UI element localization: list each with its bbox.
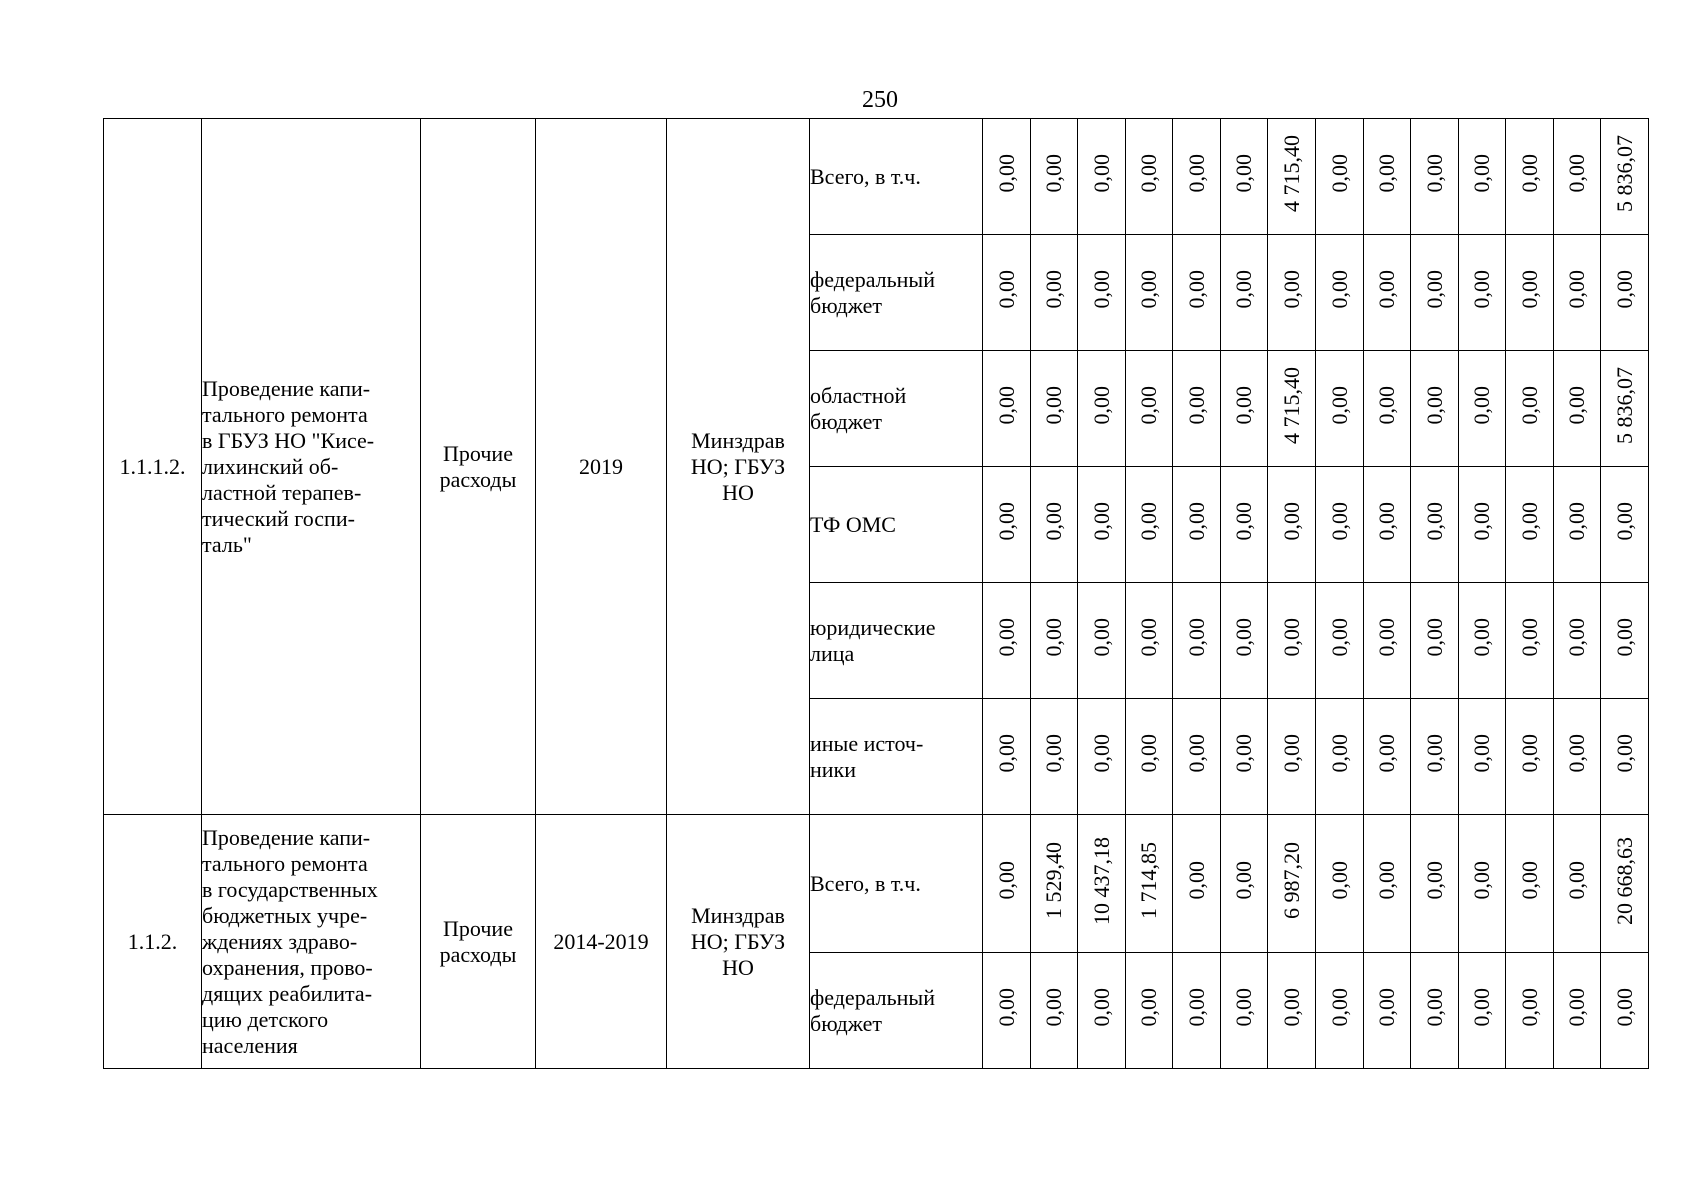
period: 2019 xyxy=(536,119,667,815)
value-cell xyxy=(1316,583,1364,699)
value-text: 0,00 xyxy=(1231,861,1256,900)
value-cell xyxy=(1173,235,1221,351)
funding-source xyxy=(810,235,983,351)
value-cell xyxy=(1173,815,1221,953)
value-text: 0,00 xyxy=(1183,861,1209,900)
value-text: 0,00 xyxy=(1516,734,1542,773)
value-text: 0,00 xyxy=(1041,154,1066,193)
item-name xyxy=(202,119,421,815)
value-text: 0,00 xyxy=(1326,734,1352,773)
value-cell xyxy=(1506,351,1554,467)
value-cell xyxy=(983,583,1031,699)
value-cell xyxy=(1601,119,1649,235)
funding-source-line: ТФ ОМС xyxy=(810,511,896,537)
funding-source xyxy=(810,467,983,583)
value-text: 0,00 xyxy=(1231,502,1256,541)
value-cell xyxy=(1173,467,1221,583)
value-cell xyxy=(1601,235,1649,351)
value-text: 0,00 xyxy=(1611,988,1637,1027)
item-name-line: в государственных xyxy=(202,876,378,902)
value-text: 0,00 xyxy=(1516,154,1542,193)
value-cell xyxy=(1126,351,1173,467)
value-cell xyxy=(1411,235,1459,351)
value-cell xyxy=(1364,815,1411,953)
value-cell xyxy=(1554,467,1601,583)
value-cell xyxy=(1078,583,1126,699)
value-text: 0,00 xyxy=(1183,270,1209,309)
value-cell xyxy=(1601,467,1649,583)
value-text: 0,00 xyxy=(1088,502,1114,541)
value-text: 0,00 xyxy=(1326,154,1352,193)
value-cell xyxy=(1078,467,1126,583)
value-text: 1 529,40 xyxy=(1041,842,1066,919)
value-cell xyxy=(1506,583,1554,699)
value-cell xyxy=(1601,351,1649,467)
expense-type-line: Прочие xyxy=(443,915,513,941)
value-cell xyxy=(1459,815,1506,953)
value-text: 0,00 xyxy=(1564,618,1589,657)
value-cell xyxy=(1268,583,1316,699)
funding-source-line: Всего, в т.ч. xyxy=(810,870,921,896)
value-cell xyxy=(1601,583,1649,699)
value-cell xyxy=(1506,699,1554,815)
value-text: 0,00 xyxy=(1041,502,1066,541)
item-code: 1.1.1.2. xyxy=(104,119,202,815)
value-cell xyxy=(1126,583,1173,699)
value-cell xyxy=(1126,815,1173,953)
value-text: 0,00 xyxy=(1088,988,1114,1027)
value-cell xyxy=(1268,119,1316,235)
value-text: 0,00 xyxy=(1374,988,1399,1027)
value-text: 5 836,07 xyxy=(1611,367,1637,444)
value-cell xyxy=(1268,815,1316,953)
value-text: 0,00 xyxy=(1516,502,1542,541)
value-text: 0,00 xyxy=(1421,502,1447,541)
item-name-line: тический госпи- xyxy=(202,505,355,531)
value-text: 0,00 xyxy=(1564,988,1589,1027)
value-text: 0,00 xyxy=(1564,386,1589,425)
value-text: 0,00 xyxy=(1516,988,1542,1027)
value-cell xyxy=(1364,583,1411,699)
value-cell xyxy=(1601,699,1649,815)
value-text: 0,00 xyxy=(1564,270,1589,309)
value-text: 0,00 xyxy=(1469,734,1494,773)
expense-type-line: расходы xyxy=(439,941,517,967)
value-cell xyxy=(1316,815,1364,953)
value-text: 0,00 xyxy=(993,988,1019,1027)
value-text: 0,00 xyxy=(1374,618,1399,657)
value-cell xyxy=(1126,119,1173,235)
value-text: 10 437,18 xyxy=(1088,836,1114,925)
value-text: 0,00 xyxy=(1278,988,1304,1027)
value-text: 0,00 xyxy=(1469,502,1494,541)
value-text: 0,00 xyxy=(1183,734,1209,773)
value-text: 0,00 xyxy=(1278,734,1304,773)
value-cell xyxy=(1031,351,1078,467)
value-text: 0,00 xyxy=(1421,861,1447,900)
value-cell xyxy=(1031,953,1078,1069)
funding-source-line: областной xyxy=(810,382,907,408)
value-cell xyxy=(1459,119,1506,235)
item-name-line: лихинский об- xyxy=(202,453,339,479)
value-cell xyxy=(1411,583,1459,699)
expense-type-line: Прочие xyxy=(443,440,513,466)
item-name-line: охранения, прово- xyxy=(202,954,373,980)
funding-source xyxy=(810,351,983,467)
value-text: 0,00 xyxy=(1326,270,1352,309)
value-cell xyxy=(1364,351,1411,467)
value-text: 0,00 xyxy=(1088,734,1114,773)
value-cell xyxy=(1554,815,1601,953)
value-text: 0,00 xyxy=(1469,988,1494,1027)
expense-type-line: расходы xyxy=(439,466,517,492)
value-text: 0,00 xyxy=(1516,861,1542,900)
executor-line: НО; ГБУЗ xyxy=(690,928,786,954)
value-text: 0,00 xyxy=(1183,988,1209,1027)
value-text: 0,00 xyxy=(1326,861,1352,900)
value-cell xyxy=(1221,699,1268,815)
value-text: 0,00 xyxy=(1564,154,1589,193)
item-name-line: в ГБУЗ НО "Кисе- xyxy=(202,427,375,453)
executor-line: НО xyxy=(722,479,754,505)
value-cell xyxy=(1459,583,1506,699)
value-cell xyxy=(1411,119,1459,235)
value-text: 0,00 xyxy=(1041,734,1066,773)
value-text: 0,00 xyxy=(993,270,1019,309)
value-cell xyxy=(983,235,1031,351)
value-cell xyxy=(1459,699,1506,815)
value-cell xyxy=(1268,351,1316,467)
value-cell xyxy=(1554,699,1601,815)
value-text: 0,00 xyxy=(1469,270,1494,309)
value-cell xyxy=(983,699,1031,815)
value-cell xyxy=(1506,235,1554,351)
value-cell xyxy=(1601,953,1649,1069)
table-row xyxy=(104,119,1649,235)
item-name-line: Проведение капи- xyxy=(202,824,371,850)
value-cell xyxy=(1411,699,1459,815)
value-cell xyxy=(1411,351,1459,467)
value-text: 0,00 xyxy=(1041,386,1066,425)
value-cell xyxy=(1316,699,1364,815)
value-cell xyxy=(1268,235,1316,351)
value-text: 0,00 xyxy=(1278,270,1304,309)
value-cell xyxy=(1364,699,1411,815)
value-text: 0,00 xyxy=(1469,618,1494,657)
value-cell xyxy=(1173,351,1221,467)
value-text: 0,00 xyxy=(1374,270,1399,309)
value-cell xyxy=(1459,351,1506,467)
value-cell xyxy=(1506,953,1554,1069)
value-cell xyxy=(1221,119,1268,235)
value-text: 0,00 xyxy=(1374,734,1399,773)
value-cell xyxy=(1031,467,1078,583)
value-cell xyxy=(1459,953,1506,1069)
value-text: 6 987,20 xyxy=(1278,842,1304,919)
value-text: 0,00 xyxy=(993,734,1019,773)
item-name-line: дящих реабилита- xyxy=(202,980,373,1006)
value-text: 0,00 xyxy=(1183,502,1209,541)
period: 2014-2019 xyxy=(536,815,667,1069)
value-cell xyxy=(1554,351,1601,467)
value-text: 0,00 xyxy=(1374,861,1399,900)
value-text: 0,00 xyxy=(1088,618,1114,657)
value-text: 0,00 xyxy=(1183,386,1209,425)
funding-source-line: федеральный xyxy=(810,984,935,1010)
value-cell xyxy=(1316,467,1364,583)
funding-source-line: ники xyxy=(810,756,857,782)
value-text: 0,00 xyxy=(1136,734,1161,773)
value-cell xyxy=(1268,953,1316,1069)
value-text: 0,00 xyxy=(1421,988,1447,1027)
value-cell xyxy=(1411,815,1459,953)
value-cell xyxy=(1126,699,1173,815)
table-row xyxy=(104,815,1649,953)
value-text: 0,00 xyxy=(1183,154,1209,193)
item-name-line: ждениях здраво- xyxy=(202,928,358,954)
value-text: 0,00 xyxy=(993,154,1019,193)
item-name xyxy=(202,815,421,1069)
value-cell xyxy=(1173,699,1221,815)
funding-source xyxy=(810,699,983,815)
value-cell xyxy=(1221,583,1268,699)
budget-table xyxy=(103,118,1649,1069)
value-text: 0,00 xyxy=(1611,618,1637,657)
page-number: 250 xyxy=(862,87,898,113)
funding-source-line: Всего, в т.ч. xyxy=(810,163,921,189)
value-cell xyxy=(1126,953,1173,1069)
value-cell xyxy=(1506,467,1554,583)
executor-line: Минздрав xyxy=(691,902,785,928)
value-text: 0,00 xyxy=(1374,154,1399,193)
value-text: 0,00 xyxy=(1136,988,1161,1027)
value-cell xyxy=(1506,119,1554,235)
item-name-line: тального ремонта xyxy=(202,401,368,427)
value-text: 0,00 xyxy=(1469,386,1494,425)
value-text: 0,00 xyxy=(1374,502,1399,541)
executor xyxy=(667,119,810,815)
funding-source-line: федеральный xyxy=(810,266,935,292)
value-text: 0,00 xyxy=(1136,618,1161,657)
value-text: 4 715,40 xyxy=(1278,135,1304,212)
value-cell xyxy=(983,467,1031,583)
value-text: 1 714,85 xyxy=(1136,842,1161,919)
item-name-line: бюджетных учре- xyxy=(202,902,368,928)
value-cell xyxy=(1031,235,1078,351)
value-text: 0,00 xyxy=(1231,988,1256,1027)
value-text: 0,00 xyxy=(1231,386,1256,425)
value-cell xyxy=(1078,235,1126,351)
value-text: 4 715,40 xyxy=(1278,367,1304,444)
item-name-line: Проведение капи- xyxy=(202,375,371,401)
funding-source-line: иные источ- xyxy=(810,730,924,756)
value-text: 0,00 xyxy=(1421,386,1447,425)
value-text: 0,00 xyxy=(1088,270,1114,309)
value-cell xyxy=(983,815,1031,953)
value-cell xyxy=(1078,699,1126,815)
value-cell xyxy=(1031,583,1078,699)
value-cell xyxy=(1126,467,1173,583)
value-cell xyxy=(1601,815,1649,953)
value-cell xyxy=(1031,119,1078,235)
value-text: 0,00 xyxy=(1469,861,1494,900)
value-text: 0,00 xyxy=(993,618,1019,657)
value-cell xyxy=(1316,953,1364,1069)
item-name-line: тального ремонта xyxy=(202,850,368,876)
value-text: 0,00 xyxy=(1278,502,1304,541)
value-text: 0,00 xyxy=(1326,618,1352,657)
value-text: 0,00 xyxy=(993,861,1019,900)
funding-source-line: бюджет xyxy=(810,408,882,434)
value-cell xyxy=(1316,235,1364,351)
value-cell xyxy=(1554,119,1601,235)
value-text: 0,00 xyxy=(1088,386,1114,425)
value-text: 0,00 xyxy=(1421,618,1447,657)
value-cell xyxy=(1221,235,1268,351)
value-cell xyxy=(1364,953,1411,1069)
funding-source xyxy=(810,583,983,699)
value-cell xyxy=(1459,467,1506,583)
value-text: 0,00 xyxy=(1469,154,1494,193)
value-text: 5 836,07 xyxy=(1611,135,1637,212)
value-cell xyxy=(1364,467,1411,583)
value-text: 0,00 xyxy=(1611,502,1637,541)
value-text: 0,00 xyxy=(1374,386,1399,425)
value-cell xyxy=(1078,953,1126,1069)
value-cell xyxy=(1411,467,1459,583)
value-text: 0,00 xyxy=(1278,618,1304,657)
value-cell xyxy=(1364,119,1411,235)
value-cell xyxy=(1078,815,1126,953)
value-cell xyxy=(1506,815,1554,953)
value-cell xyxy=(983,119,1031,235)
value-cell xyxy=(1554,235,1601,351)
value-text: 0,00 xyxy=(1611,734,1637,773)
value-cell xyxy=(1221,467,1268,583)
value-text: 0,00 xyxy=(993,502,1019,541)
value-cell xyxy=(1173,119,1221,235)
value-text: 0,00 xyxy=(1326,386,1352,425)
value-text: 0,00 xyxy=(1041,988,1066,1027)
value-text: 0,00 xyxy=(1088,154,1114,193)
funding-source-line: юридические xyxy=(810,614,936,640)
value-cell xyxy=(1173,583,1221,699)
value-text: 0,00 xyxy=(1516,618,1542,657)
value-cell xyxy=(1554,953,1601,1069)
funding-source xyxy=(810,119,983,235)
value-text: 0,00 xyxy=(1231,270,1256,309)
value-text: 0,00 xyxy=(1516,386,1542,425)
value-text: 0,00 xyxy=(1421,154,1447,193)
funding-source xyxy=(810,953,983,1069)
value-text: 0,00 xyxy=(1136,386,1161,425)
value-cell xyxy=(1031,815,1078,953)
funding-source-line: лица xyxy=(810,640,855,666)
item-name-line: таль" xyxy=(202,531,252,557)
value-text: 0,00 xyxy=(1136,502,1161,541)
value-text: 0,00 xyxy=(1231,734,1256,773)
value-cell xyxy=(1126,235,1173,351)
value-cell xyxy=(1268,467,1316,583)
value-text: 0,00 xyxy=(1041,618,1066,657)
value-text: 0,00 xyxy=(1183,618,1209,657)
value-cell xyxy=(1364,235,1411,351)
value-text: 0,00 xyxy=(1041,270,1066,309)
item-name-line: цию детского xyxy=(202,1006,329,1032)
value-text: 0,00 xyxy=(1564,502,1589,541)
value-text: 0,00 xyxy=(1326,988,1352,1027)
value-cell xyxy=(1411,953,1459,1069)
value-cell xyxy=(1221,953,1268,1069)
value-text: 0,00 xyxy=(1516,270,1542,309)
value-text: 0,00 xyxy=(1326,502,1352,541)
table-body xyxy=(104,119,1649,1069)
expense-type xyxy=(421,119,536,815)
value-text: 0,00 xyxy=(1564,861,1589,900)
funding-source-line: бюджет xyxy=(810,292,882,318)
value-text: 0,00 xyxy=(1231,154,1256,193)
value-cell xyxy=(1554,583,1601,699)
value-text: 20 668,63 xyxy=(1611,836,1637,925)
value-text: 0,00 xyxy=(1136,154,1161,193)
expense-type xyxy=(421,815,536,1069)
value-text: 0,00 xyxy=(1564,734,1589,773)
value-cell xyxy=(1078,351,1126,467)
value-cell xyxy=(1221,351,1268,467)
value-cell xyxy=(1221,815,1268,953)
value-text: 0,00 xyxy=(993,386,1019,425)
item-name-line: населения xyxy=(202,1032,298,1058)
funding-source xyxy=(810,815,983,953)
value-cell xyxy=(1268,699,1316,815)
value-text: 0,00 xyxy=(1421,734,1447,773)
value-cell xyxy=(983,953,1031,1069)
funding-source-line: бюджет xyxy=(810,1010,882,1036)
executor-line: НО; ГБУЗ xyxy=(690,453,786,479)
value-text: 0,00 xyxy=(1136,270,1161,309)
value-cell xyxy=(983,351,1031,467)
item-name-line: ластной терапев- xyxy=(202,479,362,505)
value-text: 0,00 xyxy=(1611,270,1637,309)
executor-line: НО xyxy=(722,954,754,980)
value-cell xyxy=(1173,953,1221,1069)
value-cell xyxy=(1316,119,1364,235)
value-text: 0,00 xyxy=(1231,618,1256,657)
executor-line: Минздрав xyxy=(691,427,785,453)
item-code: 1.1.2. xyxy=(104,815,202,1069)
executor xyxy=(667,815,810,1069)
value-cell xyxy=(1031,699,1078,815)
value-cell xyxy=(1459,235,1506,351)
value-text: 0,00 xyxy=(1421,270,1447,309)
value-cell xyxy=(1078,119,1126,235)
value-cell xyxy=(1316,351,1364,467)
